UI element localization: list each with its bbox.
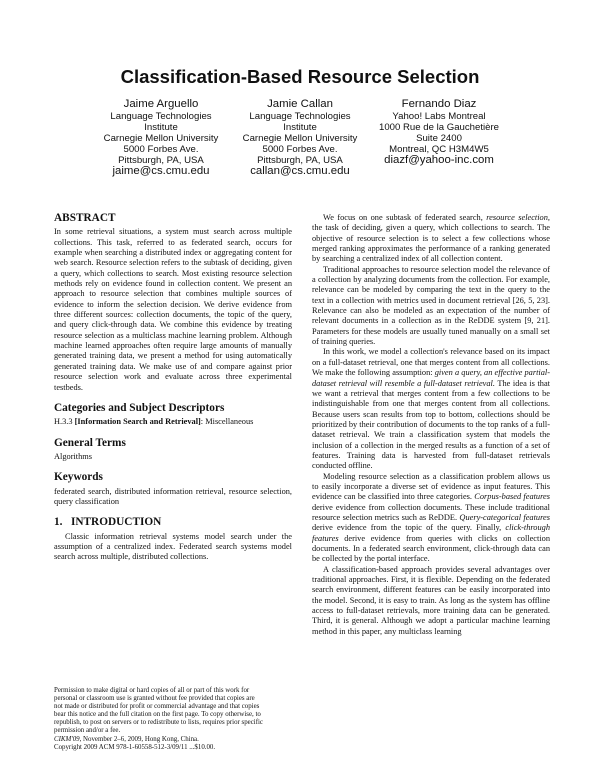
text-run: derive evidence from the topic of the query. Finally,: [312, 523, 506, 533]
affiliation-line: Pittsburgh, PA, USA: [118, 155, 204, 166]
paper-title: Classification-Based Resource Selection: [120, 66, 480, 87]
paragraph: [312, 347, 550, 471]
text-run: derive evidence from queries with clicks on collection documents. In a federated search environment, click-through data can be collected by the portal interface.: [312, 533, 550, 564]
category-rest: : Miscellaneous: [200, 417, 254, 427]
permission-line: permission and/or a fee.: [54, 727, 121, 735]
category-descriptor: [Information Search and Retrieval]: [74, 417, 201, 427]
affiliation-line: Suite 2400: [416, 133, 462, 144]
paragraph: A classification-based approach provides several advantages over traditional approaches. First, it is flexible. Depending on the federated search environment, different features can be easily incorporated into the model. Second, it is easy to train. As long as the system has offline access to full-dataset retrievals, more training data can be generated. Third, it is general. Although we adopt a particular machine learning method in this paper, any multiclass learning: [312, 564, 550, 636]
category-code: H.3.3: [54, 417, 73, 427]
introduction-text: Classic information retrieval systems model search under the assumption of a centralized index. Federated search systems model search across multiple, distributed collections.: [54, 531, 292, 562]
author-name: Jamie Callan: [267, 98, 333, 110]
permission-notice: [54, 687, 292, 752]
affiliation-line: Language Technologies: [110, 111, 212, 122]
introduction-heading: 1. INTRODUCTION: [54, 516, 162, 529]
affiliation-line: 5000 Forbes Ave.: [123, 144, 199, 155]
text-run: derive evidence from collection documents. These include traditional resource selection metrics such as ReDDE.: [312, 502, 550, 522]
emphasis: resource selection: [486, 213, 548, 222]
author-email: diazf@yahoo-inc.com: [384, 154, 494, 166]
general-terms-heading: General Terms: [54, 436, 126, 449]
affiliation-line: Institute: [283, 122, 317, 133]
affiliation-line: Yahoo! Labs Montreal: [392, 111, 486, 122]
author-email: callan@cs.cmu.edu: [250, 165, 350, 177]
keywords-heading: Keywords: [54, 471, 103, 484]
emphasis: Query-categorical features: [459, 512, 550, 522]
right-column: [312, 213, 550, 637]
conference-name: CIKM'09,: [54, 735, 82, 743]
emphasis: click-through features: [312, 523, 550, 543]
text-run: Modeling resource selection as a classification problem allows us to easily incorporate a diverse set of evidence as input features. This evidence can be classified into three categories.: [312, 471, 550, 502]
affiliation-line: Pittsburgh, PA, USA: [257, 155, 343, 166]
affiliation-line: Carnegie Mellon University: [242, 133, 358, 144]
author-name: Fernando Diaz: [401, 98, 477, 110]
general-terms-text: Algorithms: [54, 451, 93, 461]
categories-text: [54, 417, 292, 427]
affiliation-line: 1000 Rue de la Gauchetière: [378, 122, 499, 133]
affiliation-line: 5000 Forbes Ave.: [262, 144, 338, 155]
author-name: Jaime Arguello: [123, 98, 199, 110]
emphasis: Corpus-based features: [474, 492, 550, 502]
permission-line: republish, to post on servers or to redistribute to lists, requires prior specific: [54, 719, 263, 727]
conference-line: [54, 736, 292, 744]
author-email: jaime@cs.cmu.edu: [112, 165, 210, 177]
paragraph: Traditional approaches to resource selection model the relevance of a collection by analyzing documents from the collection. For example, relevance can be modeled by comparing the text in the query to the text in a collection with metrics used in document retrieval [26, 5, 23]. Relevance can also be modeled as an expectation of the number of relevant documents in a collection as in the ReDDE system [9, 21]. Parameters for these models are usually tuned manually on a small set of training queries.: [312, 264, 550, 347]
paragraph: [312, 472, 550, 565]
permission-line: personal or classroom use is granted without fee provided that copies are: [54, 695, 255, 703]
author-block-3: [354, 99, 524, 166]
copyright-line: Copyright 2009 ACM 978-1-60558-512-3/09/11 ...$10.00.: [54, 743, 216, 751]
affiliation-line: Montreal, QC H3M4W5: [389, 144, 489, 155]
left-column: [54, 213, 292, 563]
affiliation-line: Carnegie Mellon University: [103, 133, 219, 144]
categories-heading: Categories and Subject Descriptors: [54, 401, 225, 414]
keywords-text: federated search, distributed information retrieval, resource selection, query classification: [54, 486, 292, 506]
text-run: The idea is that we want a retrieval that merges content from a few collections to be indistinguishable from one that merges content from all collections. Because users scan results from top to bottom, collections should be prioritized by their contribution of documents to the top ranks of a full-dataset retrieval. We train a classification system that models the inclusion of a collection in the merged results as a function of a set of features. Training data is harvested from full-dataset retrievals conducted offline.: [312, 378, 550, 471]
emphasis: given a query, an effective partial-dataset retrieval will resemble a full-dataset retrieval.: [312, 368, 550, 388]
abstract-text: In some retrieval situations, a system must search across multiple collections. This task, referred to as federated search, occurs for example when searching a distributed index or aggregating content for web search. Resource selection refers to the subtask of deciding, given a query, which collections to search. Most existing resource selection methods rely on evidence found in collection content. We present an approach to resource selection that combines multiple sources of evidence to inform the selection decision. We derive evidence from three different sources: collection documents, the topic of the query, and query click-through data. We combine this evidence by treating resource selection as a multiclass machine learning problem. Although machine learned approaches often require large amounts of manually generated training data, we present a method for using automatically generated training data. We make use of and compare against prior resource selection work and evaluate across three experimental testbeds.: [54, 227, 292, 392]
paragraph: [312, 213, 550, 265]
permission-line: bear this notice and the full citation on the first page. To copy otherwise, to: [54, 711, 261, 719]
affiliation-line: Institute: [144, 122, 178, 133]
affiliation-line: Language Technologies: [249, 111, 351, 122]
text-run: In this work, we model a collection's relevance based on its impact on a full-dataset retrieval, one that merges content from all collections. We make the following assumption:: [312, 347, 550, 378]
permission-line: not made or distributed for profit or commercial advantage and that copies: [54, 703, 260, 711]
conference-details: November 2–6, 2009, Hong Kong, China.: [81, 735, 199, 743]
permission-line: Permission to make digital or hard copies of all or part of this work for: [54, 687, 250, 694]
text-run: We focus on one subtask of federated search,: [323, 213, 487, 222]
text-run: , the task of deciding, given a query, which collections to search. The objective of resource selection is to select a few collections whose merged ranking approximates the performance of a ranking generated by searching a centralized index of all collection content.: [312, 213, 550, 264]
abstract-heading: ABSTRACT: [54, 212, 116, 224]
